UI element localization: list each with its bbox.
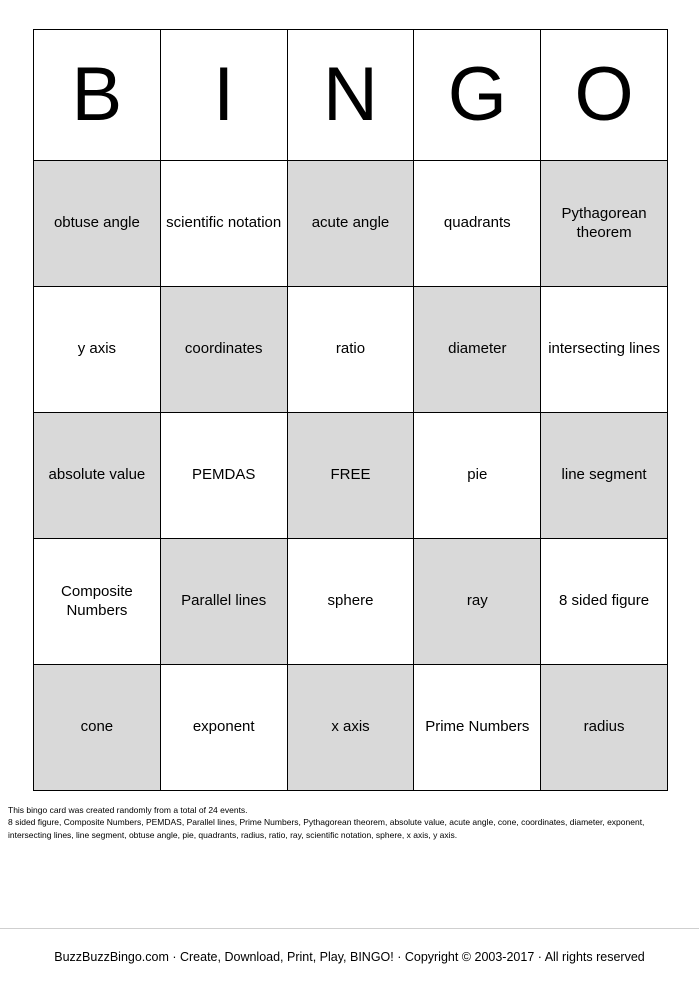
card-note <box>8 804 688 841</box>
bingo-cell-free[interactable]: FREE <box>287 413 414 539</box>
bingo-row <box>34 665 668 791</box>
bingo-card <box>33 29 667 791</box>
bingo-cell[interactable]: ray <box>414 539 541 665</box>
bingo-row <box>34 161 668 287</box>
bingo-cell[interactable]: Pythagorean theorem <box>541 161 668 287</box>
footer-divider <box>0 928 699 929</box>
header-letter-g: G <box>414 30 541 161</box>
bingo-cell[interactable]: pie <box>414 413 541 539</box>
footer-text: BuzzBuzzBingo.com · Create, Download, Print, Play, BINGO! · Copyright © 2003-2017 · All rights reserved <box>54 950 645 964</box>
bingo-cell[interactable]: Prime Numbers <box>414 665 541 791</box>
bingo-cell[interactable]: absolute value <box>34 413 161 539</box>
bingo-cell[interactable]: ratio <box>287 287 414 413</box>
bingo-row <box>34 413 668 539</box>
bingo-cell[interactable]: PEMDAS <box>160 413 287 539</box>
bingo-cell[interactable]: coordinates <box>160 287 287 413</box>
bingo-cell[interactable]: x axis <box>287 665 414 791</box>
card-note-line-2: 8 sided figure, Composite Numbers, PEMDAS, Parallel lines, Prime Numbers, Pythagorean theorem, absolute value, acute angle, cone, coordinates, diameter, exponent, intersecting lines, line segment, obtuse angle, pie, quadrants, radius, ratio, ray, scientific notation, sphere, x axis, y axis. <box>8 817 645 840</box>
bingo-cell[interactable]: Composite Numbers <box>34 539 161 665</box>
bingo-cell[interactable]: intersecting lines <box>541 287 668 413</box>
bingo-cell[interactable]: Parallel lines <box>160 539 287 665</box>
bingo-cell[interactable]: quadrants <box>414 161 541 287</box>
card-note-line-1: This bingo card was created randomly from a total of 24 events. <box>8 805 248 815</box>
bingo-cell[interactable]: scientific notation <box>160 161 287 287</box>
bingo-header-row <box>34 30 668 161</box>
header-letter-b: B <box>34 30 161 161</box>
bingo-cell[interactable]: diameter <box>414 287 541 413</box>
bingo-cell[interactable]: sphere <box>287 539 414 665</box>
bingo-cell[interactable]: cone <box>34 665 161 791</box>
bingo-grid <box>33 29 668 791</box>
bingo-row <box>34 287 668 413</box>
bingo-cell[interactable]: exponent <box>160 665 287 791</box>
bingo-cell[interactable]: 8 sided figure <box>541 539 668 665</box>
header-letter-n: N <box>287 30 414 161</box>
header-letter-o: O <box>541 30 668 161</box>
bingo-cell[interactable]: obtuse angle <box>34 161 161 287</box>
bingo-cell[interactable]: y axis <box>34 287 161 413</box>
bingo-cell[interactable]: line segment <box>541 413 668 539</box>
bingo-row <box>34 539 668 665</box>
bingo-cell[interactable]: radius <box>541 665 668 791</box>
header-letter-i: I <box>160 30 287 161</box>
bingo-cell[interactable]: acute angle <box>287 161 414 287</box>
